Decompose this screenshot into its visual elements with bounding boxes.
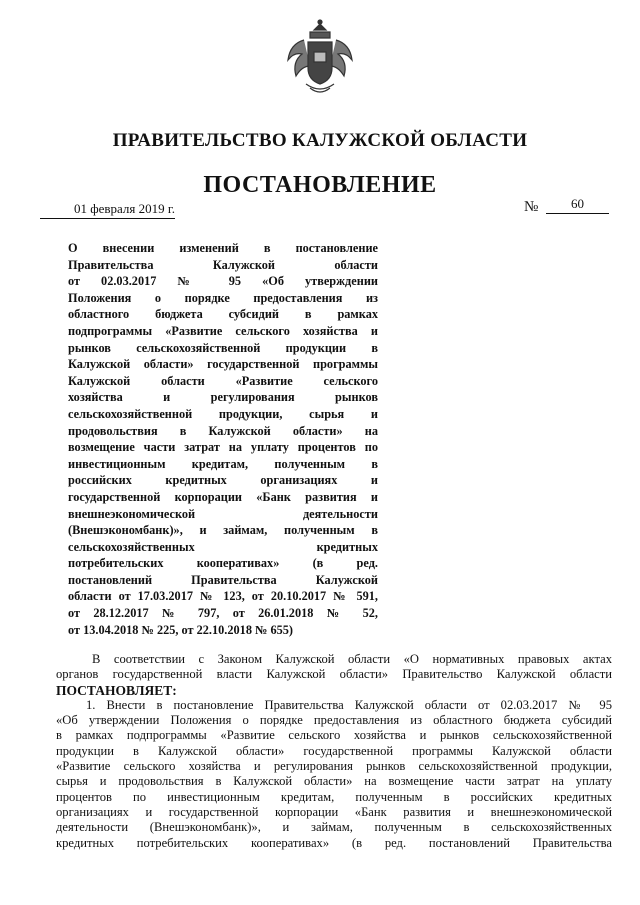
subject-line: Правительства Калужской области xyxy=(68,257,378,272)
item1-line: сырья и продовольствия в Калужской области» на возмещение части затрат на уплату xyxy=(56,774,612,789)
item1-line: кредитных потребительских кооперативах» (в ред. постановлений Правительства xyxy=(56,835,612,850)
subject-line: сельскохозяйственной продукции, сырья и xyxy=(68,406,378,421)
preamble-line: органов государственной власти Калужской области» Правительство Калужской области xyxy=(56,667,612,682)
subject-line: хозяйства и регулирования рынков xyxy=(68,390,378,405)
subject-line: российских кредитных организациях и xyxy=(68,473,378,488)
preamble-line: В соответствии с Законом Калужской области «О нормативных правовых актах xyxy=(92,652,612,666)
item1-line: в рамках подпрограммы «Развитие сельского хозяйства и рынков сельскохозяйственной xyxy=(56,728,612,743)
document-type-title: ПОСТАНОВЛЕНИЕ xyxy=(203,172,437,198)
subject-line: подпрограммы «Развитие сельского хозяйства и xyxy=(68,323,378,338)
item1-line: «Развитие сельского хозяйства и регулирования рынков сельскохозяйственной продукции, xyxy=(56,759,612,774)
item1-line: 1. Внести в постановление Правительства Калужской области от 02.03.2017 № 95 xyxy=(86,697,612,712)
subject-line: Положения о порядке предоставления из xyxy=(68,290,378,305)
subject-line: продовольствия в Калужской области» на xyxy=(68,423,378,438)
subject-block xyxy=(68,240,378,638)
subject-line: внешнеэкономической деятельности xyxy=(68,506,378,521)
item1-line: деятельности (Внешэкономбанк)», и займам, полученным в сельскохозяйственных xyxy=(56,820,612,835)
government-title: ПРАВИТЕЛЬСТВО КАЛУЖСКОЙ ОБЛАСТИ xyxy=(112,130,528,151)
item1-line: организациях и государственной корпорации «Банк развития и внешнеэкономической xyxy=(56,804,612,819)
item1-line: «Об утверждении Положения о порядке предоставления из областного бюджета субсидий xyxy=(56,713,612,728)
document-body xyxy=(56,652,612,851)
coat-of-arms-emblem xyxy=(284,18,356,98)
document-date: 01 февраля 2019 г. xyxy=(40,201,175,219)
item1-line: продукции в Калужской области» государственной программы Калужской области xyxy=(56,743,612,758)
subject-line: Калужской области» государственной программы xyxy=(68,357,378,372)
document-number: 60 xyxy=(546,196,609,214)
subject-line: возмещение части затрат на уплату процентов по xyxy=(68,440,378,455)
subject-line: сельскохозяйственных кредитных xyxy=(68,539,378,554)
subject-line: потребительских кооперативах» (в ред. xyxy=(68,556,378,571)
document-number-label: № xyxy=(524,199,539,215)
subject-line: государственной корпорации «Банк развития и xyxy=(68,489,378,504)
subject-line: Калужской области «Развитие сельского xyxy=(68,373,378,388)
subject-line: (Внешэкономбанк)», и займам, полученным в xyxy=(68,523,378,538)
resolves-heading: ПОСТАНОВЛЯЕТ: xyxy=(56,682,177,698)
subject-line: от 02.03.2017 № 95 «Об утверждении xyxy=(68,274,378,289)
subject-line: О внесении изменений в постановление xyxy=(68,241,378,255)
subject-line: областного бюджета субсидий в рамках xyxy=(68,307,378,322)
subject-line: рынков сельскохозяйственной продукции в xyxy=(68,340,378,355)
subject-line: инвестиционным кредитам, полученным в xyxy=(68,456,378,471)
subject-line: постановлений Правительства Калужской xyxy=(68,572,378,587)
item1-line: процентов по инвестиционным кредитам, полученным в российских кредитных xyxy=(56,789,612,804)
subject-line: от 13.04.2018 № 225, от 22.10.2018 № 655) xyxy=(68,622,294,637)
subject-line: от 28.12.2017 № 797, от 26.01.2018 № 52, xyxy=(68,606,378,621)
subject-line: области от 17.03.2017 № 123, от 20.10.2017 № 591, xyxy=(68,589,378,604)
